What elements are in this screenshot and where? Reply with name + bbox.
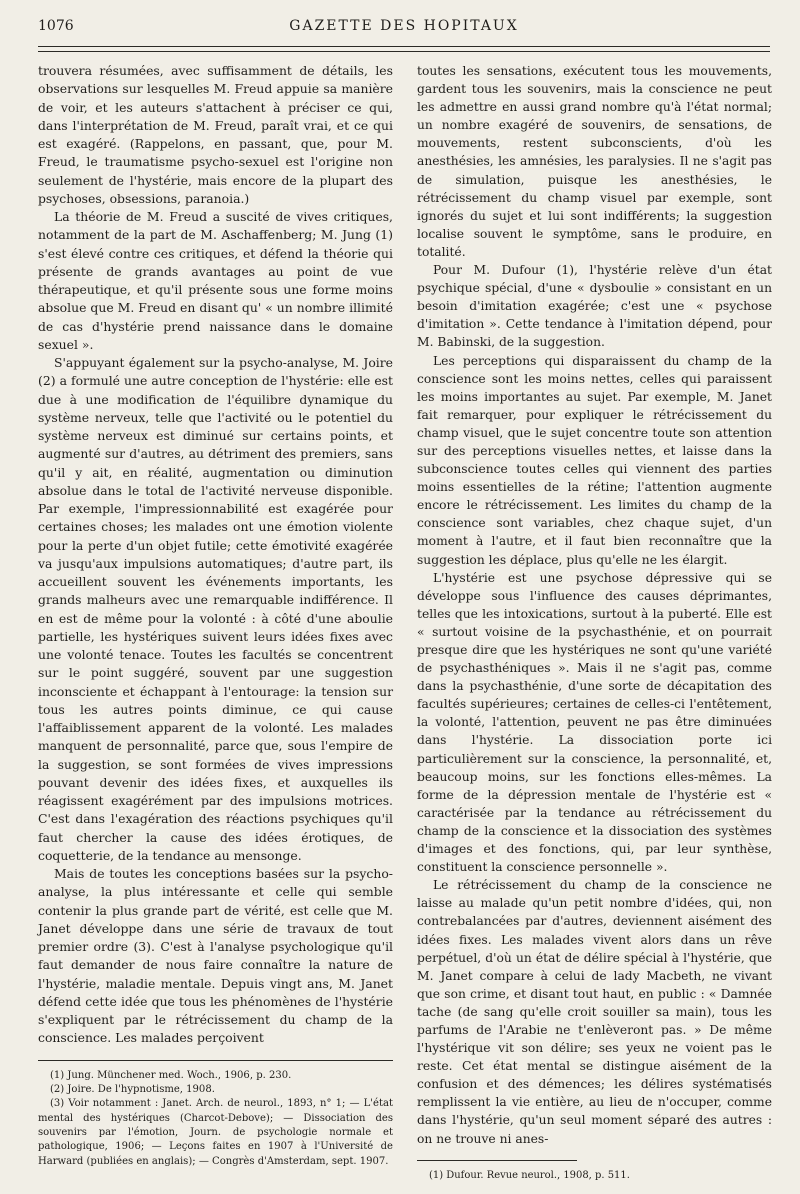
- paragraph: L'hystérie est une psychose dépressive qui se développe sous l'influence des causes déprimantes, telles que les intoxications, surtout à la puberté. Elle est « surtout voisine de la psychasthénie, et on pourrait presque dire que les hystériques ne sont qu'une variété de psychasthéniques ». Mais il ne s'agit pas, comme dans la psychasthénie, d'une sorte de décapitation des facultés supérieures; certaines de celles-ci l'entêtement, la volonté, l'attention, peuvent ne pas être diminuées dans l'hystérie. La dissociation porte ici particulièrement sur la conscience, la personnalité, et, beaucoup moins, sur les fonctions elles-mêmes. La forme de la dépression mentale de l'hystérie est « caractérisée par la tendance au rétrécissement du champ de la conscience et la dissociation des systèmes d'images et des fonctions, qui, par leur synthèse, constituent la conscience personnelle ».: [417, 570, 772, 875]
- left-column: [38, 62, 393, 1169]
- page-header: [38, 16, 770, 38]
- paragraph: Mais de toutes les conceptions basées sur la psycho-analyse, la plus intéressante et celle qui semble contenir la plus grande part de vérité, est celle que M. Janet développe dans une série de travaux de tout premier ordre (3). C'est à l'analyse psychologique qu'il faut demander de nous faire connaître la nature de l'hystérie, maladie mentale. Depuis vingt ans, M. Janet défend cette idée que tous les phénomènes de l'hystérie s'expliquent par le rétrécissement du champ de la conscience. Les malades perçoivent: [38, 866, 393, 1046]
- paragraph: S'appuyant également sur la psycho-analyse, M. Joire (2) a formulé une autre conception de l'hystérie: elle est due à une modification de l'équilibre dynamique du système nerveux, telle que l'activité ou le potentiel du système nerveux est diminué sur certains points, et augmenté sur d'autres, au détriment des premiers, sans qu'il y ait, en réalité, augmentation ou diminution absolue dans le total de l'activité nerveuse disponible. Par exemple, l'impressionnabilité est exagérée pour certaines choses; les malades ont une émotion violente pour la perte d'un objet futile; cette émotivité exagérée va jusqu'aux impulsions automatiques; d'autre part, ils accueillent souvent les événements importants, les grands malheurs avec une remarquable indifférence. Il en est de même pour la volonté : à côté d'une aboulie partielle, les hystériques suivent leurs idées fixes avec une volonté tenace. Toutes les facultés se concentrent sur le point suggéré, souvent par une suggestion inconsciente et échappant à l'entourage: la tension sur tous les autres points diminue, ce qui cause l'affaiblissement apparent de la volonté. Les malades manquent de personnalité, parce que, sous l'empire de la suggestion, se sont formées de vives impressions pouvant devenir des idées fixes, et auxquelles ils réagissent exagérément par des impulsions motrices. C'est dans l'exagération des réactions psychiques qu'il faut chercher la cause des idées érotiques, de coquetterie, de la tendance au mensonge.: [38, 355, 393, 863]
- paragraph: Le rétrécissement du champ de la conscience ne laisse au malade qu'un petit nombre d'idées, qui, non contrebalancées par d'autres, deviennent aisément des idées fixes. Les malades vivent alors dans un rêve perpétuel, d'où un état de délire spécial à l'hystérie, que M. Janet compare à celui de lady Macbeth, ne vivant que son crime, et disant tout haut, en public : « Damnée tache (de sang qu'elle croit souiller sa main), tous les parfums de l'Arabie ne t'enlèveront pas. » De même l'hystérique vit son délire; ses yeux ne voient pas le reste. Cet état mental se distingue aisément de la confusion et des démences; les délires systématisés remplissent la vie entière, au lieu de n'occuper, comme dans l'hystérie, qu'un seul moment séparé des autres : on ne trouve ni anes-: [417, 878, 772, 1146]
- footnote: (2) Joire. De l'hypnotisme, 1908.: [50, 1083, 215, 1095]
- footnote: (1) Jung. Münchener med. Woch., 1906, p. 230.: [50, 1069, 292, 1081]
- header-rule: [38, 46, 770, 47]
- journal-title: GAZETTE DES HOPITAUX: [289, 18, 519, 34]
- footnote: (1) Dufour. Revue neurol., 1908, p. 511.: [429, 1169, 630, 1181]
- paragraph: toutes les sensations, exécutent tous les mouvements, gardent tous les souvenirs, mais la conscience ne peut les admettre en aussi grand nombre qu'à l'état normal; un nombre exagéré de souvenirs, de sensations, de mouvements, restent subconscients, d'où les anesthésies, les amnésies, les paralysies. Il ne s'agit pas de simulation, puisque les anesthésies, le rétrécissement du champ visuel par exemple, sont ignorés du sujet et lui sont indifférents; la suggestion localise souvent le symptôme, sans le produire, en totalité.: [417, 64, 772, 259]
- footnote-rule: [38, 1060, 393, 1061]
- footnotes: [417, 1169, 772, 1183]
- paragraph: Pour M. Dufour (1), l'hystérie relève d'un état psychique spécial, d'une « dysboulie » consistant en un besoin d'imitation exagérée; c'est une « psychose d'imitation ». Cette tendance à l'imitation dépend, pour M. Babinski, de la suggestion.: [417, 263, 772, 350]
- paragraph: Les perceptions qui disparaissent du champ de la conscience sont les moins nettes, celles qui paraissent les moins importantes au sujet. Par exemple, M. Janet fait remarquer, pour expliquer le rétrécissement du champ visuel, que le sujet concentre toute son attention sur des perceptions visuelles nettes, et laisse dans la subconscience toutes celles qui viennent des parties moins essentielles de la rétine; l'attention augmente encore le rétrécissement. Les limites du champ de la conscience sont variables, chez chaque sujet, d'un moment à l'autre, et il faut bien reconnaître que la suggestion les déplace, plus qu'elle ne les élargit.: [417, 353, 772, 567]
- footnote-rule: [417, 1160, 577, 1161]
- page-number: 1076: [38, 18, 74, 34]
- footnotes: [38, 1069, 393, 1170]
- right-column: [417, 62, 772, 1183]
- paragraph: La théorie de M. Freud a suscité de vives critiques, notamment de la part de M. Aschaffenberg; M. Jung (1) s'est élevé contre ces critiques, et défend la théorie qui présente de grands avantages au point de vue thérapeutique, et qu'il présente sous une forme moins absolue que M. Freud en disant qu' « un nombre illimité de cas d'hystérie prend naissance dans le domaine sexuel ».: [38, 209, 393, 352]
- footnote: (3) Voir notamment : Janet. Arch. de neurol., 1893, n° 1; — L'état mental des hystériques (Charcot-Debove); — Dissociation des souvenirs par l'émotion, Journ. de psychologie normale et pathologique, 1906; — Leçons faites en 1907 à l'Université de Harward (publiées en anglais); — Congrès d'Amsterdam, sept. 1907.: [38, 1098, 393, 1167]
- paragraph: trouvera résumées, avec suffisamment de détails, les observations sur lesquelles M. Freud appuie sa manière de voir, et les auteurs s'attachent à préciser ce qui, dans l'interprétation de M. Freud, paraît vrai, et ce qui est exagéré. (Rappelons, en passant, que, pour M. Freud, le traumatisme psycho-sexuel est l'origine non seulement de l'hystérie, mais encore de la plupart des psychoses, obsessions, paranoia.): [38, 63, 393, 206]
- header-rule-thin: [38, 51, 770, 52]
